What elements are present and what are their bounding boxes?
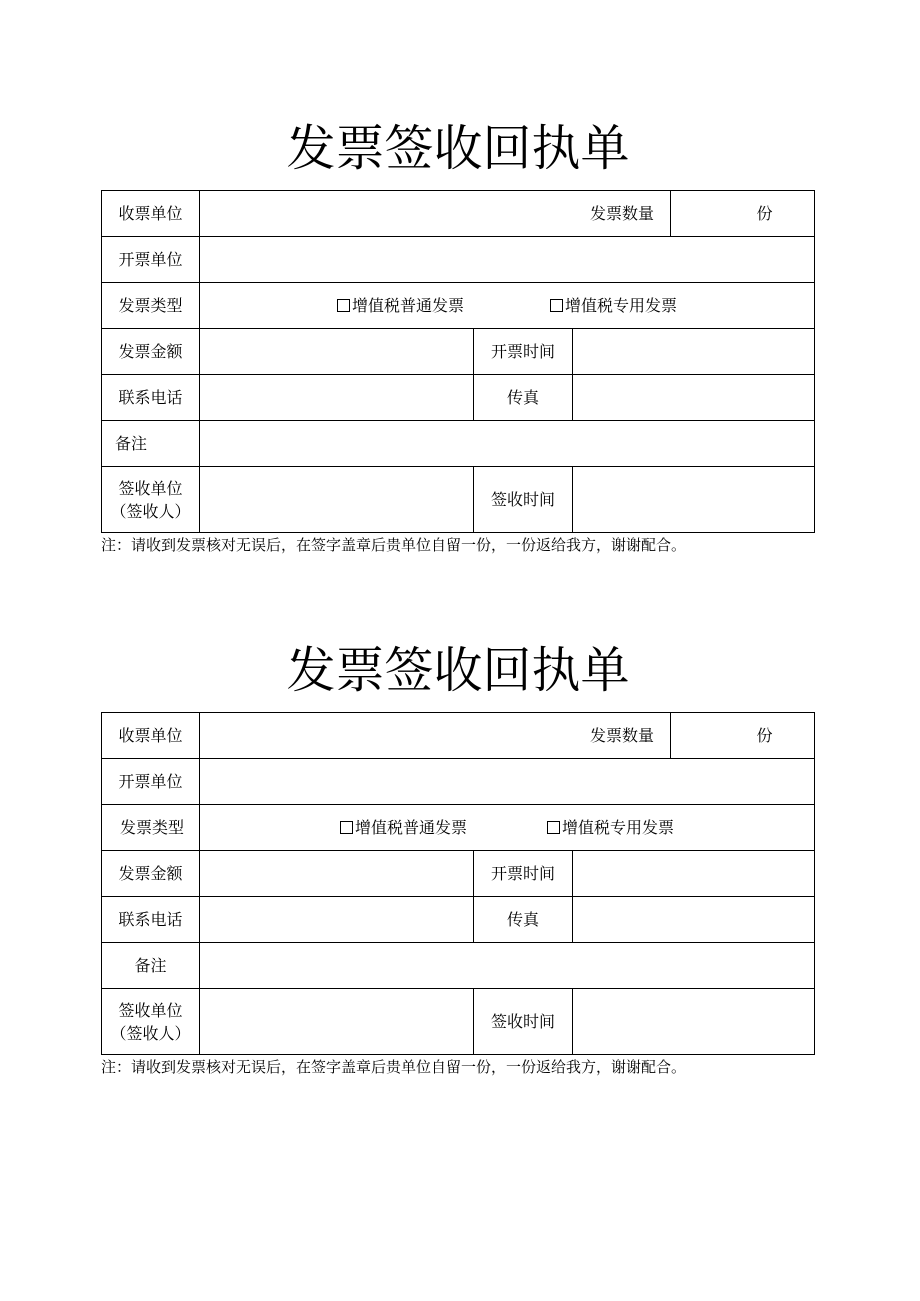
signer-label: （签收人） [110, 501, 191, 521]
remark-label: 备注 [114, 434, 147, 453]
remark-label: 备注 [134, 956, 167, 975]
issuer-unit-field[interactable] [200, 237, 814, 282]
option-special-label: 增值税专用发票 [562, 818, 675, 837]
sign-time-label: 签收时间 [490, 1012, 555, 1031]
amount-label: 发票金额 [118, 864, 183, 883]
invoice-type-options [200, 805, 814, 850]
option-special-invoice[interactable] [550, 294, 677, 317]
option-special-label: 增值税专用发票 [565, 296, 678, 315]
checkbox-icon[interactable] [550, 299, 563, 312]
sign-unit-label-group [102, 989, 199, 1054]
receiver-unit-label: 收票单位 [118, 726, 183, 745]
issue-time-field[interactable] [573, 329, 814, 374]
phone-label: 联系电话 [118, 910, 183, 929]
form-note: 注：请收到发票核对无误后，在签字盖章后贵单位自留一份，一份返给我方，谢谢配合。 [101, 1058, 687, 1076]
form-table [101, 712, 815, 1055]
issue-time-label: 开票时间 [490, 342, 555, 361]
sign-time-field[interactable] [573, 989, 814, 1054]
fax-field[interactable] [573, 897, 814, 942]
sign-unit-label: 签收单位 [118, 1000, 183, 1020]
sign-unit-label: 签收单位 [118, 478, 183, 498]
sign-unit-field[interactable] [200, 989, 473, 1054]
receiver-unit-label: 收票单位 [118, 204, 183, 223]
sign-time-label: 签收时间 [490, 490, 555, 509]
invoice-type-label: 发票类型 [118, 296, 183, 315]
option-general-invoice[interactable] [337, 294, 464, 317]
amount-label: 发票金额 [118, 342, 183, 361]
amount-field[interactable] [200, 329, 473, 374]
option-general-label: 增值税普通发票 [354, 818, 467, 837]
form-title: 发票签收回执单 [286, 120, 630, 177]
sign-unit-field[interactable] [200, 467, 473, 532]
option-general-label: 增值税普通发票 [351, 296, 464, 315]
invoice-type-options [200, 283, 814, 328]
option-special-invoice[interactable] [547, 816, 674, 839]
phone-label: 联系电话 [118, 388, 183, 407]
invoice-count-label: 发票数量 [589, 204, 654, 223]
phone-field[interactable] [200, 897, 473, 942]
fax-label: 传真 [506, 910, 539, 929]
invoice-type-label: 发票类型 [119, 818, 184, 837]
amount-field[interactable] [200, 851, 473, 896]
issuer-unit-label: 开票单位 [118, 772, 183, 791]
form-note: 注：请收到发票核对无误后，在签字盖章后贵单位自留一份，一份返给我方，谢谢配合。 [101, 536, 687, 554]
checkbox-icon[interactable] [337, 299, 350, 312]
count-unit-field[interactable]: 份 [756, 726, 773, 745]
option-general-invoice[interactable] [340, 816, 467, 839]
issuer-unit-field[interactable] [200, 759, 814, 804]
issue-time-field[interactable] [573, 851, 814, 896]
checkbox-icon[interactable] [340, 821, 353, 834]
invoice-count-label: 发票数量 [589, 726, 654, 745]
checkbox-icon[interactable] [547, 821, 560, 834]
form-title: 发票签收回执单 [286, 642, 630, 699]
remark-field[interactable] [200, 943, 814, 988]
fax-field[interactable] [573, 375, 814, 420]
signer-label: （签收人） [110, 1023, 191, 1043]
phone-field[interactable] [200, 375, 473, 420]
form-table [101, 190, 815, 533]
sign-time-field[interactable] [573, 467, 814, 532]
remark-field[interactable] [200, 421, 814, 466]
issuer-unit-label: 开票单位 [118, 250, 183, 269]
fax-label: 传真 [506, 388, 539, 407]
issue-time-label: 开票时间 [490, 864, 555, 883]
count-unit-field[interactable]: 份 [756, 204, 773, 223]
sign-unit-label-group [102, 467, 199, 532]
